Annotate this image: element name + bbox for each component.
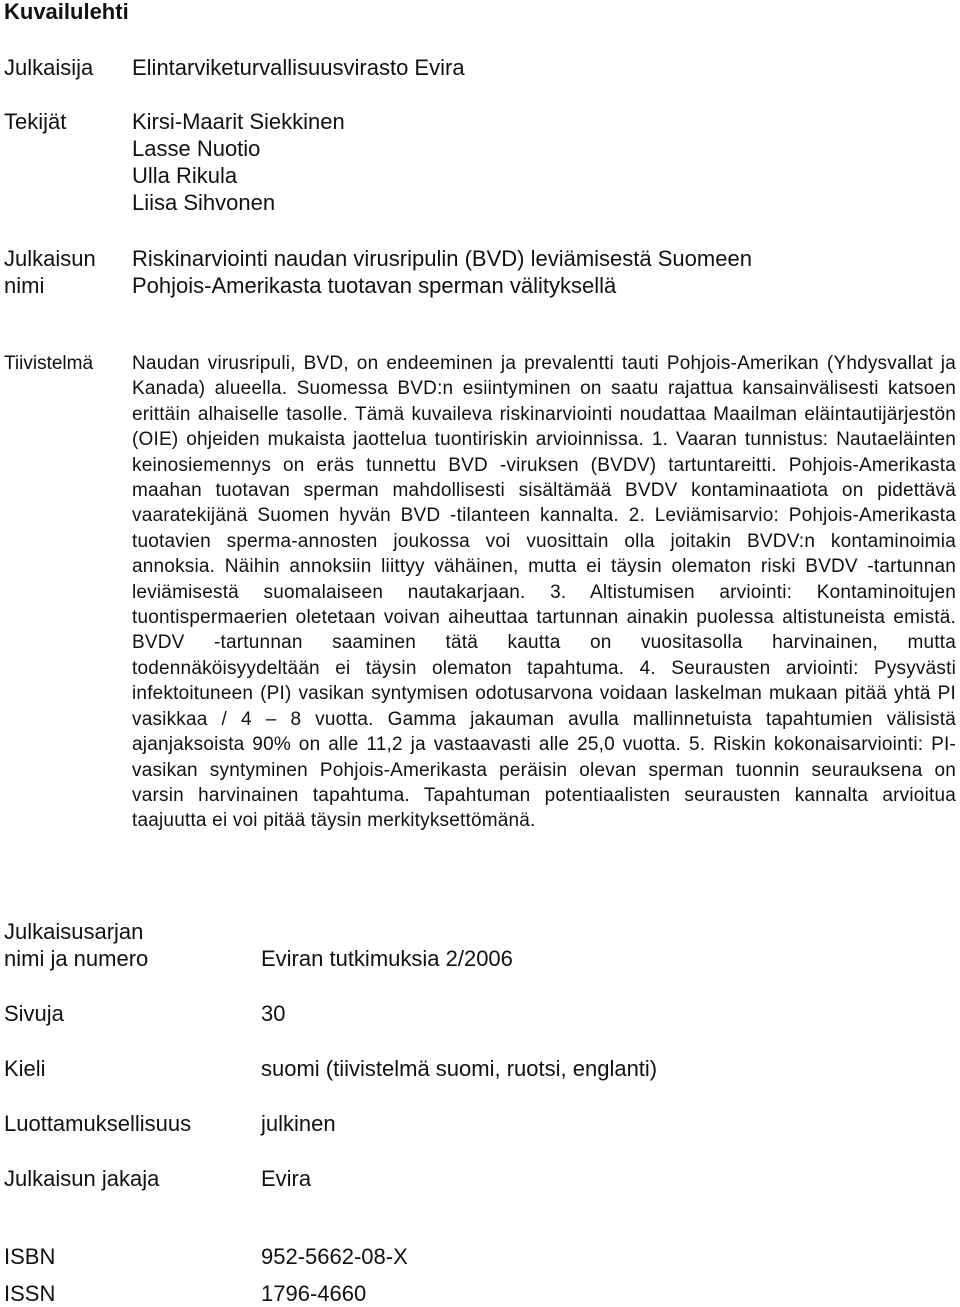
abstract-label: Tiivistelmä: [4, 353, 94, 374]
authors-label: Tekijät: [4, 109, 67, 134]
issn-value: 1796-4660: [261, 1281, 367, 1306]
issn-label: ISSN: [4, 1281, 56, 1306]
isbn-value: 952-5662-08-X: [261, 1244, 408, 1269]
distributor-value: Evira: [261, 1166, 312, 1191]
confidentiality-label: Luottamuksellisuus: [4, 1111, 192, 1136]
author-name: Kirsi-Maarit Siekkinen: [132, 109, 345, 134]
author-name: Liisa Sihvonen: [132, 190, 276, 215]
publication-name-value: Riskinarviointi naudan virusripulin (BVD) leviämisestä Suomeen Pohjois-Amerikasta tuotavan sperman välityksellä: [132, 246, 752, 298]
document-title: Kuvailulehti: [4, 0, 129, 24]
abstract-text: Naudan virusripuli, BVD, on endeeminen ja prevalentti tauti Pohjois-Amerikan (Yhdysvallat ja Kanada) alueella. Suomessa BVD:n esiintyminen on saatu rajattua kansainvälisesti katsoen erittäin alhaiselle tasolle. Tämä kuvaileva riskinarviointi noudattaa Maailman eläintautijärjestön (OIE) ohjeiden mukaista jaottelua tuontiriskin arvioinnissa. 1. Vaaran tunnistus: Nautaeläinten keinosiemennys on eräs tunnettu BVD -viruksen (BVDV) tartuntareitti. Pohjois-Amerikasta maahan tuotavan sperman mahdollisesti sisältämää BVDV kontaminaatiota on pidettävä vaaratekijänä Suomen hyvän BVD -tilanteen kannalta. 2. Leviämisarvio: Pohjois-Amerikasta tuotavien sperma-annosten joukossa voi vuosittain olla joitakin BVDV:n kontaminoimia annoksia. Näihin annoksiin liittyy vähäinen, mutta ei täysin olematon riski BVDV -tartunnan leviämisestä suomalaiseen nautakarjaan. 3. Altistumisen arviointi: Kontaminoitujen tuontispermaerien oletetaan voivan aiheuttaa tartunnan ainakin puolessa altistuneista emistä. BVDV -tartunnan saaminen tätä kautta on vuositasolla harvinainen, mutta todennäköisyydeltään ei täysin olematon tapahtuma. 4. Seurausten arviointi: Pysyvästi infektoituneen (PI) vasikan syntymisen odotusarvona voidaan laskelman mukaan pitää yhtä PI vasikkaa / 4 – 8 vuotta. Gamma jakauman avulla mallinnetuista tapahtumien välisistä ajanjaksoista 90% on alle 11,2 ja vastaavasti alle 25,0 vuotta. 5. Riskin kokonaisarviointi: PI-vasikan syntyminen Pohjois-Amerikasta peräisin olevan sperman tuonnin seurauksena on varsin harvinainen tapahtuma. Tapahtuman potentiaalisten seurausten kannalta arvioitua taajuutta ei voi pitää täysin merkityksettömänä.: [132, 353, 956, 832]
authors-list: [132, 108, 345, 216]
author-name: Lasse Nuotio: [132, 136, 261, 161]
pages-value: 30: [261, 1001, 286, 1026]
publication-name-label: Julkaisun nimi: [4, 246, 96, 298]
author-name: Ulla Rikula: [132, 163, 238, 188]
publisher-value: Elintarviketurvallisuusvirasto Evira: [132, 55, 465, 80]
distributor-label: Julkaisun jakaja: [4, 1166, 160, 1191]
isbn-label: ISBN: [4, 1244, 56, 1269]
series-value: Eviran tutkimuksia 2/2006: [261, 946, 513, 971]
series-label: Julkaisusarjan nimi ja numero: [4, 919, 149, 971]
confidentiality-value: julkinen: [261, 1111, 336, 1136]
language-label: Kieli: [4, 1056, 46, 1081]
publisher-label: Julkaisija: [4, 55, 94, 80]
language-value: suomi (tiivistelmä suomi, ruotsi, englanti): [261, 1056, 658, 1081]
pages-label: Sivuja: [4, 1001, 64, 1026]
